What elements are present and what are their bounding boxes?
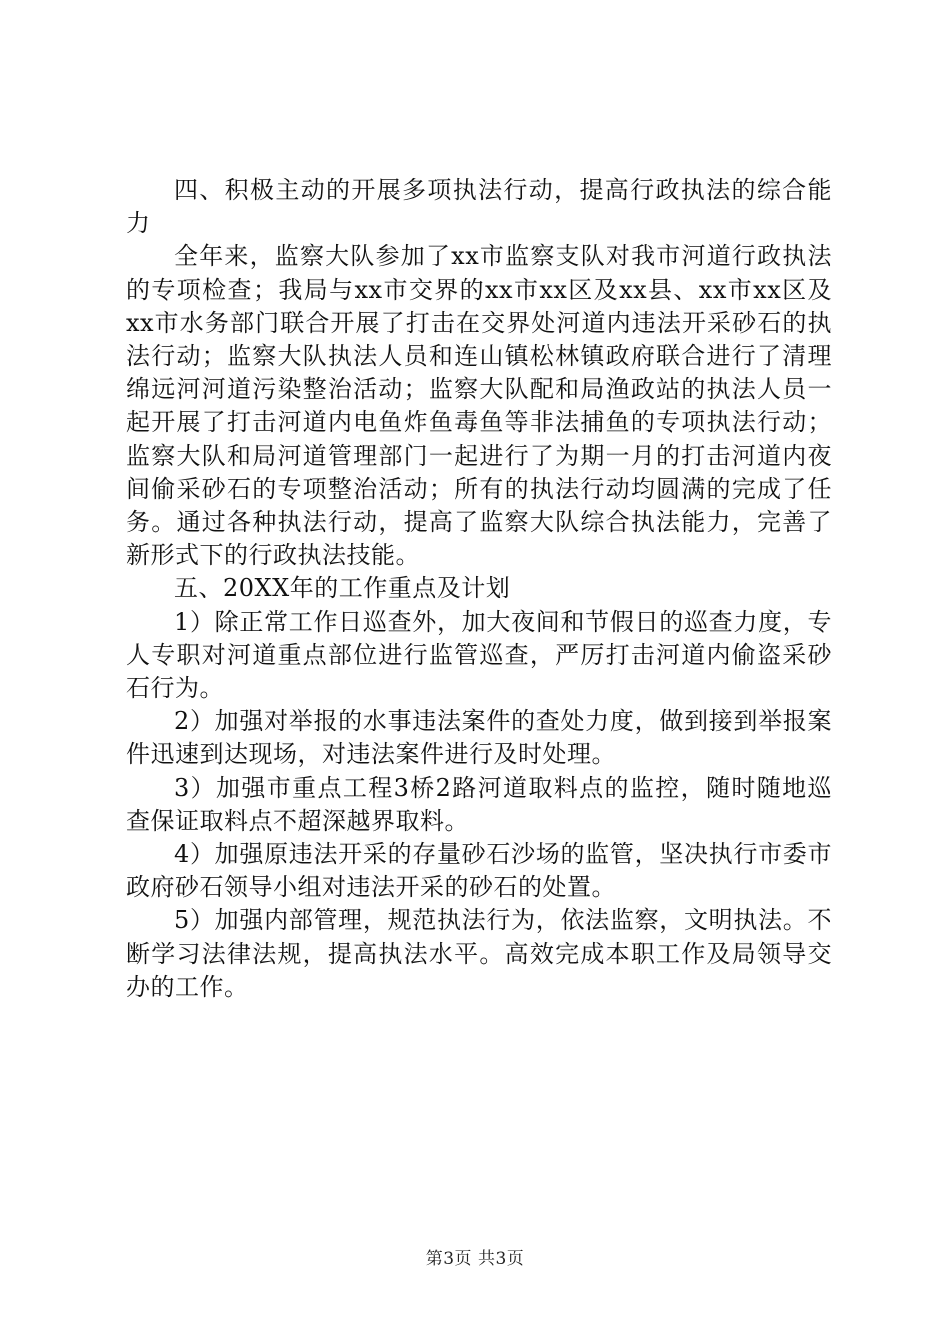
- plan-item-3: 3）加强市重点工程3桥2路河道取料点的监控，随时随地巡查保证取料点不超深越界取料。: [126, 773, 832, 835]
- plan-item-4: 4）加强原违法开采的存量砂石沙场的监管，坚决执行市委市政府砂石领导小组对违法开采的砂石的处置。: [126, 840, 832, 902]
- page-number-footer: 第3页 共3页: [425, 1249, 525, 1269]
- section-heading-5: 五、20XX年的工作重点及计划: [174, 574, 511, 603]
- plan-item-1: 1）除正常工作日巡查外，加大夜间和节假日的巡查力度，专人专职对河道重点部位进行监管巡查，严厉打击河道内偷盗采砂石行为。: [126, 607, 832, 703]
- plan-item-5: 5）加强内部管理，规范执法行为，依法监察，文明执法。不断学习法律法规，提高执法水平。高效完成本职工作及局领导交办的工作。: [126, 906, 832, 1001]
- plan-item-2: 2）加强对举报的水事违法案件的查处力度，做到接到举报案件迅速到达现场，对违法案件进行及时处理。: [126, 707, 832, 769]
- body-paragraph: 全年来，监察大队参加了xx市监察支队对我市河道行政执法的专项检查；我局与xx市交界的xx市xx区及xx县、xx市xx区及xx市水务部门联合开展了打击在交界处河道内违法开采砂石的执法行动；监察大队执法人员和连山镇松林镇政府联合进行了清理绵远河河道污染整治活动；监察大队配和局渔政站的执法人员一起开展了打击河道内电鱼炸鱼毒鱼等非法捕鱼的专项执法行动；监察大队和局河道管理部门一起进行了为期一月的打击河道内夜间偷采砂石的专项整治活动；所有的执法行动均圆满的完成了任务。通过各种执法行动，提高了监察大队综合执法能力，完善了新形式下的行政执法技能。: [126, 242, 832, 570]
- section-heading-4: 四、积极主动的开展多项执法行动，提高行政执法的综合能力: [126, 176, 832, 238]
- document-body: [126, 174, 832, 1004]
